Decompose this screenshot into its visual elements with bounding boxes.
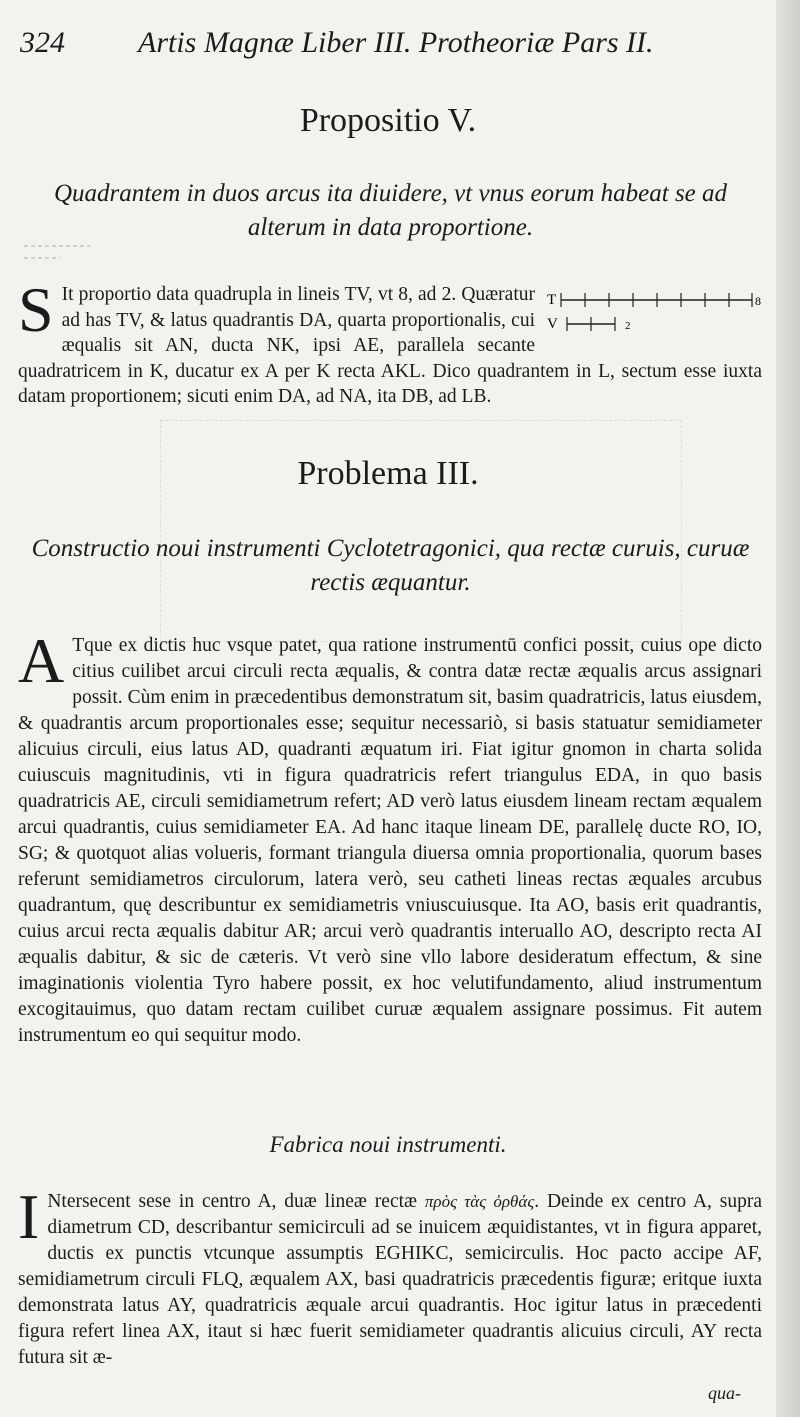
running-header — [20, 26, 760, 66]
problema-text: Tque ex dictis huc vsque patet, qua ratione instrumentū confici possit, cuius ope dicto citius cuilibet arcui circuli recta æqualis, & contra datæ rectæ æqualis arcus assignari possit. Cùm enim in præcedentibus demonstratum sit, basim quadratricis, latus eiusdem, & quadrantis arcum proportionales esse; sequitur necessariò, si basis statuatur semidiameter alicuius circuli, eius latus AD, quadranti æquatum iri. Fiat igitur gnomon in charta solida cuiuscuis magnitudinis, vti in figura quadratricis refert triangulus EDA, in quo basis quadratricis AE, circuli semidiametrum refert; AD verò latus eiusdem lineam rectam æqualem arcui quadrantis, cuius semidiameter EA. Ad hanc itaque lineam DE, parallelę ducte RO, IO, SG; & quotquot alias volueris, formant triangula diuersa omnia proportionalia, quorum bases referunt semidiametros circulorum, latera verò, seu catheti lineas rectas æquales arcubus quadrantum, quę describuntur ex semidiametris vniuscuiusque. Ita AO, basis erit quadrantis, cuius arcui recta æqualis dabitur AR; arcui verò quadrantis interuallo AO, descripto recta AI æqualis dabitur, & sic de cæteris. Vt verò sine vllo labore desideratum effectum, & sine imaginationis violentia Tyro habere possit, ex hoc velutifundamento, aliud instrumentum excogitauimus, quo datam rectam cuilibet curuæ æqualem assignare possimus. Fit autem instrumentum eo qui sequitur modo. — [18, 635, 762, 1046]
diagram-value-2: 2 — [625, 320, 631, 332]
diagram-value-8: 8 — [755, 294, 761, 308]
fabrica-body — [18, 1181, 763, 1371]
fabrica-text-start: Ntersecent sese in centro A, duæ lineæ rectæ — [47, 1191, 418, 1212]
running-title: Artis Magnæ Liber III. Protheoriæ Pars II. — [138, 26, 654, 59]
propositio-statement: Quadrantem in duos arcus ita diuidere, vt vnus eorum habeat se ad alterum in data proportione. — [53, 180, 728, 241]
proportion-lines-diagram — [547, 288, 762, 338]
problema-title: Problema III. — [297, 455, 479, 492]
propositio-body — [18, 274, 762, 410]
page-edge — [776, 0, 800, 1417]
drop-cap-s: S — [18, 274, 54, 345]
fabrica-heading: Fabrica noui instrumenti. — [269, 1132, 507, 1157]
problema-body — [18, 625, 762, 1049]
propositio-title: Propositio V. — [299, 102, 477, 139]
diagram-label-v: V — [547, 316, 558, 332]
fabrica-text-rest: . Deinde ex centro A, supra diametrum CD, describantur semicirculi ad se inuicem æquidistantes, vt in figura apparet, ductis ex punctis vtcunque assumptis EGHIKC, semicirculis. Hoc pacto accipe AF, semidiametrum circuli FLQ, æqualem AX, basi quadratricis præcedentis figuræ; eritque iuxta demonstrata latus AY, quadratricis æquale arcui quadrantis. Hoc igitur latus in præcedenti figura refert linea AX, itaut si hæc fuerit semidiameter quadrantis alicuius circuli, AY recta futura sit æ- — [18, 1191, 763, 1368]
propositio-text: It proportio data quadrupla in lineis TV, vt 8, ad 2. Quæratur ad has TV, & latus quadrantis DA, quarta proportionalis, cui æqualis sit AN, ducta NK, ipsi AE, parallela secante quadratricem in K, ducatur ex A per K recta AKL. Dico quadrantem in L, sectum esse iuxta datam proportionem; sicuti enim DA, ad NA, ita DB, ad LB. — [18, 284, 762, 407]
bleed-through-figure — [160, 420, 682, 642]
bleed-through-marks — [20, 238, 140, 268]
drop-cap-i: I — [18, 1181, 40, 1252]
greek-phrase: πρὸς τὰς ὀρθάς — [424, 1192, 535, 1211]
problema-statement: Constructio noui instrumenti Cyclotetragonici, qua rectæ curuis, curuæ rectis æquantur. — [31, 535, 750, 596]
drop-cap-a: A — [18, 625, 65, 696]
catchword: qua- — [708, 1383, 741, 1403]
diagram-label-t: T — [547, 292, 557, 308]
page-number: 324 — [20, 26, 65, 59]
